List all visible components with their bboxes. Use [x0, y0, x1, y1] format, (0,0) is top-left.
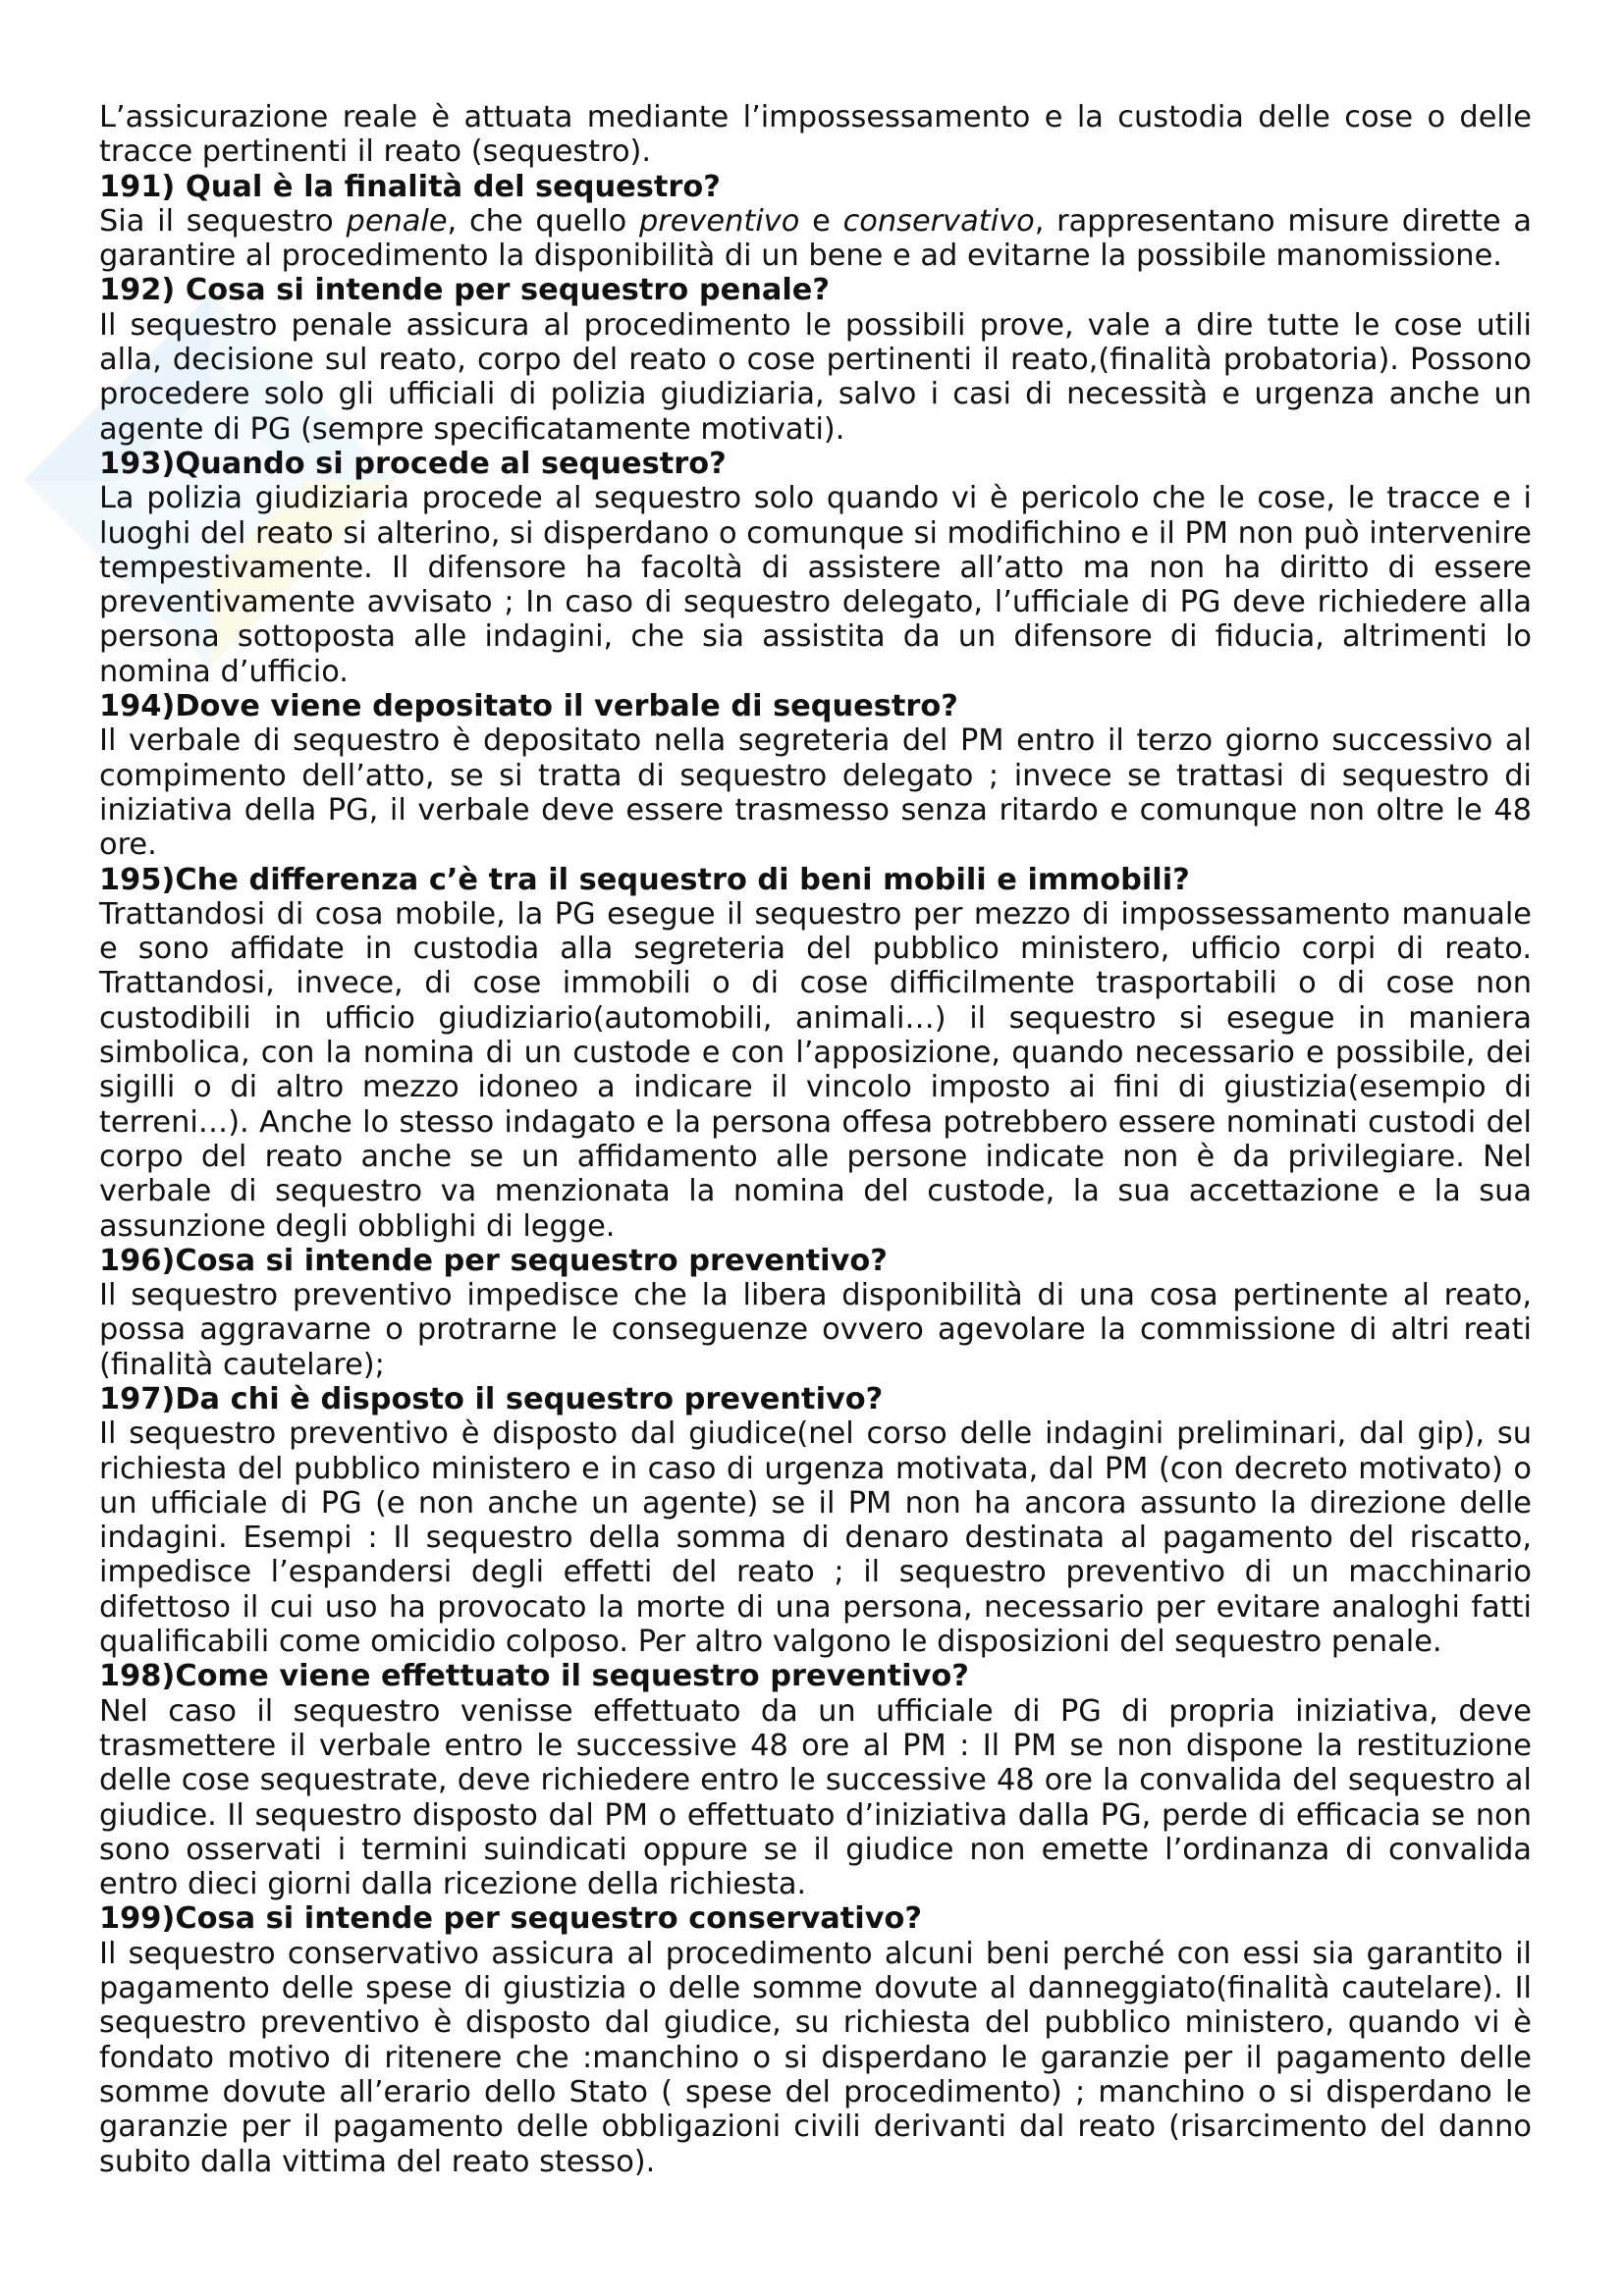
question-198: 198)Come viene effettuato il sequestro preventivo?: [99, 1659, 969, 1694]
italic-term-penale: penale: [346, 203, 448, 239]
italic-term-preventivo: preventivo: [638, 203, 800, 239]
question-193: 193)Quando si procede al sequestro?: [99, 446, 727, 481]
answer-192: Il sequestro penale assicura al procedimento le possibili prove, vale a dire tutte le cose utili alla, decisione sul reato, corpo del reato o cose pertinenti il reato,(finalità probatoria). Possono procedere solo gli ufficiali di polizia giudiziaria, salvo i casi di necessità e urgenza anche un agente di PG (sempre specificatamente motivati).: [99, 307, 1532, 447]
italic-term-conservativo: conservativo: [842, 203, 1035, 239]
answer-191-text: , che quello: [447, 203, 639, 239]
answer-191-text: e: [799, 203, 843, 239]
answer-191: [99, 204, 1532, 274]
question-192: 192) Cosa si intende per sequestro penale?: [99, 273, 830, 308]
question-194: 194)Dove viene depositato il verbale di sequestro?: [99, 689, 958, 724]
document-page: [99, 100, 1532, 2179]
question-199: 199)Cosa si intende per sequestro conservativo?: [99, 1901, 923, 1937]
question-196: 196)Cosa si intende per sequestro preventivo?: [99, 1243, 888, 1278]
question-191: 191) Qual è la finalità del sequestro?: [99, 169, 721, 204]
answer-194: Il verbale di sequestro è depositato nella segreteria del PM entro il terzo giorno successivo al compimento dell’atto, se si tratta di sequestro delegato ; invece se trattasi di sequestro di iniziativa della PG, il verbale deve essere trasmesso senza ritardo e comunque non oltre le 48 ore.: [99, 723, 1532, 863]
question-197: 197)Da chi è disposto il sequestro preventivo?: [99, 1381, 884, 1416]
answer-198: Nel caso il sequestro venisse effettuato da un ufficiale di PG di propria iniziativa, deve trasmettere il verbale entro le successive 48 ore al PM : Il PM se non dispone la restituzione delle cose sequestrate, deve richiedere entro le successive 48 ore la convalida del sequestro al giudice. Il sequestro disposto dal PM o effettuato d’iniziativa dalla PG, perde di efficacia se non sono osservati i termini suindicati oppure se il giudice non emette l’ordinanza di convalida entro dieci giorni dalla ricezione della richiesta.: [99, 1693, 1532, 1902]
answer-195: Trattandosi di cosa mobile, la PG esegue il sequestro per mezzo di impossessamento manuale e sono affidate in custodia alla segreteria del pubblico ministero, ufficio corpi di reato. Trattandosi, invece, di cose immobili o di cose difficilmente trasportabili o di cose non custodibili in ufficio giudiziario(automobili, animali…) il sequestro si esegue in maniera simbolica, con la nomina di un custode e con l’apposizione, quando necessario e possibile, dei sigilli o di altro mezzo idoneo a indicare il vincolo imposto ai fini di giustizia(esempio di terreni…). Anche lo stesso indagato e la persona offesa potrebbero essere nominati custodi del corpo del reato anche se un affidamento alle persone indicate non è da privilegiare. Nel verbale di sequestro va menzionata la nomina del custode, la sua accettazione e la sua assunzione degli obblighi di legge.: [99, 896, 1532, 1244]
answer-191-text: , rappresentano misure dirette a garantire al procedimento la disponibilità di un bene e ad evitarne la possibile manomissione.: [99, 203, 1532, 274]
intro-paragraph: L’assicurazione reale è attuata mediante l’impossessamento e la custodia delle cose o delle tracce pertinenti il reato (sequestro).: [99, 100, 1532, 170]
answer-193: La polizia giudiziaria procede al sequestro solo quando vi è pericolo che le cose, le tracce e i luoghi del reato si alterino, si disperdano o comunque si modifichino e il PM non può intervenire tempestivamente. Il difensore ha facoltà di assistere all’atto ma non ha diritto di essere preventivamente avvisato ; In caso di sequestro delegato, l’ufficiale di PG deve richiedere alla persona sottoposta alle indagini, che sia assistita da un difensore di fiducia, altrimenti lo nomina d’ufficio.: [99, 481, 1532, 689]
question-195: 195)Che differenza c’è tra il sequestro di beni mobili e immobili?: [99, 862, 1190, 897]
answer-199: Il sequestro conservativo assicura al procedimento alcuni beni perché con essi sia garantito il pagamento delle spese di giustizia o delle somme dovute al danneggiato(finalità cautelare). Il sequestro preventivo è disposto dal giudice, su richiesta del pubblico ministero, quando vi è fondato motivo di ritenere che :manchino o si disperdano le garanzie per il pagamento delle somme dovute all’erario dello Stato ( spese del procedimento) ; manchino o si disperdano le garanzie per il pagamento delle obbligazioni civili derivanti dal reato (risarcimento del danno subito dalla vittima del reato stesso).: [99, 1936, 1532, 2179]
answer-191-text: Sia il sequestro: [99, 203, 347, 239]
answer-197: Il sequestro preventivo è disposto dal giudice(nel corso delle indagini preliminari, dal gip), su richiesta del pubblico ministero e in caso di urgenza motivata, dal PM (con decreto motivato) o un ufficiale di PG (e non anche un agente) se il PM non ha ancora assunto la direzione delle indagini. Esempi : Il sequestro della somma di denaro destinata al pagamento del riscatto, impedisce l’espandersi degli effetti del reato ; il sequestro preventivo di un macchinario difettoso il cui uso ha provocato la morte di una persona, necessario per evitare analoghi fatti qualificabili come omicidio colposo. Per altro valgono le disposizioni del sequestro penale.: [99, 1416, 1532, 1660]
answer-196: Il sequestro preventivo impedisce che la libera disponibilità di una cosa pertinente al reato, possa aggravarne o protrarne le conseguenze ovvero agevolare la commissione di altri reati (finalità cautelare);: [99, 1278, 1532, 1382]
